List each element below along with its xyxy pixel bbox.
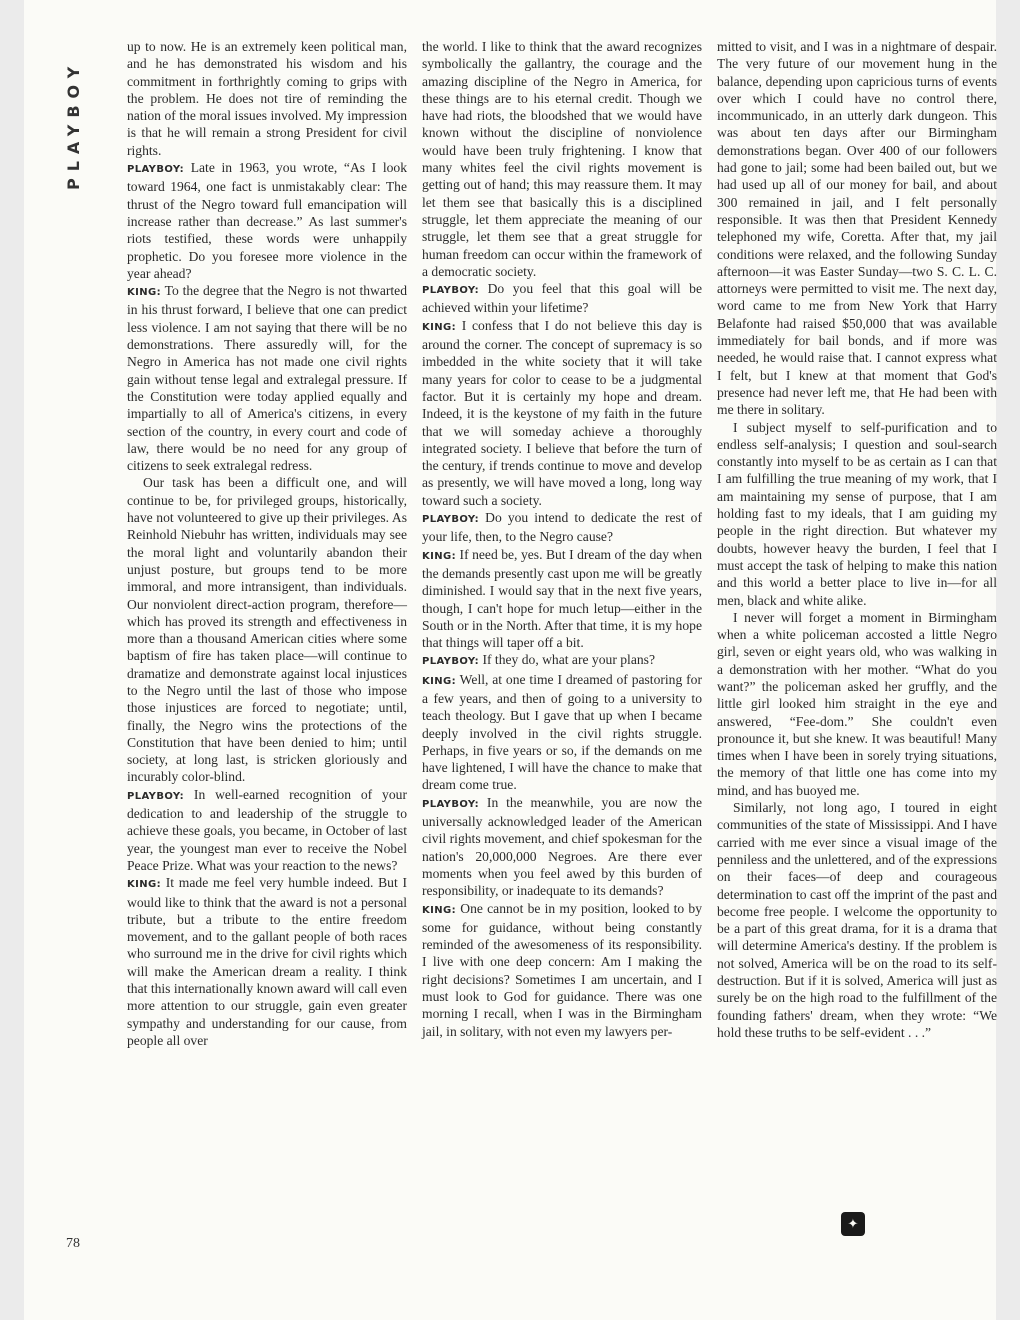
paragraph-text: Similarly, not long ago, I toured in eight communities of the state of Mississippi. And I have carried with me ever since a visual image of the penniless and the unlettered, and of the expressions on their faces—of deep and courageous determination to cast off the imprint of the past and become free people. I welcome the opportunity to be a part of this great drama, for it is a drama that will determine America's destiny. If the problem is not solved, America will be on the road to its self-destruction. But if it is solved, America will just as surely be on the high road to the fulfillment of the founding fathers' dream, when they wrote: “We hold these truths to be self-evident . . .”	[717, 800, 997, 1040]
paragraph	[422, 671, 702, 794]
paragraph	[127, 874, 407, 1049]
paragraph-text: I subject myself to self-purification and to endless self-analysis; I question and soul-search constantly into myself to be as certain as I can that I am fulfilling the true meaning of my work, that I am maintaining my sense of purpose, that I am holding fast to my ideals, that I am guiding my people in the right direction. But whatever my doubts, however heavy the burden, I feel that I must accept the task of helping to make this nation and this world a better place to live in—for all men, black and white alike.	[717, 419, 997, 608]
paragraph-text: It made me feel very humble indeed. But I would like to think that the award is not a personal tribute, but a tribute to the entire freedom movement, and to the gallant people of both races who surround me in the drive for civil rights which will make the American dream a reality. I think that this internationally known award will call even more attention to our struggle, gain even greater sympathy and understanding for our cause, from people all over	[127, 875, 408, 1048]
paragraph	[717, 609, 997, 799]
speaker-label: KING:	[422, 675, 457, 687]
paragraph-text: To the degree that the Negro is not thwarted in his thrust forward, I believe that one can predict less violence. I am not saying that there will be no demonstrations. There assuredly will, for the Negro in America has not made one civil rights gain without tense legal and extralegal pressure. If the Constitution were today applied equally and impartially to all of America's citizens, in every section of the country, in every court and code of law, there would be no need for any group of citizens to seek extralegal redress.	[127, 283, 407, 474]
text-column-3	[717, 38, 997, 1041]
paragraph-text: One cannot be in my position, looked to by some for guidance, without being constantly reminded of the awesomeness of its responsibility. I live with one deep concern: Am I making the right decisions? Sometimes I am uncertain, and I must look to God for guidance. There was one morning I recall, when I was in the Birmingham jail, in solitary, with not even my lawyers per-	[422, 900, 702, 1039]
text-column-1	[127, 38, 407, 1049]
running-title: PLAYBOY	[64, 59, 83, 190]
speaker-label: KING:	[422, 321, 457, 333]
paragraph	[127, 159, 407, 282]
paragraph	[127, 474, 407, 785]
paragraph-text: In well-earned recognition of your dedication to and leadership of the struggle to achieve these goals, you became, in October of last year, the youngest man ever to receive the Nobel Peace Prize. What was your reaction to the news?	[127, 786, 407, 873]
paragraph-text: In the meanwhile, you are now the universally acknowledged leader of the American civil rights movement, and chief spokesman for the nation's 20,000,000 Negroes. Are there ever moments when you feel awed by this burden of responsibility, or inadequate to its demands?	[422, 794, 702, 899]
paragraph-text: Our task has been a difficult one, and will continue to be, for privileged groups, historically, have not volunteered to give up their privileges. As Reinhold Niebuhr has written, individuals may see the moral light and voluntarily abandon their unjust posture, but groups tend to be more immoral, and more intransigent, than individuals. Our nonviolent direct-action program, therefore—which has proved its strength and effectiveness in more than a thousand American cities where some baptism of fire has taken place—will continue to dramatize and demonstrate against local injustices to the Negro until the last of those who impose those injustices are forced to negotiate; until, finally, the Negro wins the protections of the Constitution that have been denied to him; until society, at long last, is stricken gloriously and incurably color-blind.	[127, 475, 407, 785]
speaker-label: PLAYBOY:	[422, 656, 480, 668]
paragraph	[127, 38, 407, 159]
speaker-label: KING:	[422, 550, 457, 562]
magazine-page	[24, 0, 996, 1320]
bunny-icon: ✦	[841, 1212, 865, 1236]
paragraph-text: Well, at one time I dreamed of pastoring for a few years, and then of going to a university to teach theology. But I gave that up when I became deeply involved in the civil rights struggle. Perhaps, in five years or so, if the demands on me have lightened, I will have the chance to make that dream come true.	[422, 671, 702, 793]
speaker-label: PLAYBOY:	[422, 514, 480, 526]
speaker-label: PLAYBOY:	[127, 164, 185, 176]
paragraph	[422, 317, 702, 509]
paragraph	[422, 900, 702, 1040]
paragraph	[422, 794, 702, 900]
speaker-label: KING:	[127, 287, 162, 299]
paragraph-text: If they do, what are your plans?	[482, 652, 655, 668]
paragraph	[717, 799, 997, 1041]
paragraph	[127, 786, 407, 874]
paragraph	[422, 651, 702, 670]
paragraph	[422, 38, 702, 280]
speaker-label: KING:	[422, 904, 457, 916]
paragraph-text: Do you feel that this goal will be achieved within your lifetime?	[422, 281, 702, 316]
speaker-label: PLAYBOY:	[422, 285, 480, 297]
speaker-label: PLAYBOY:	[127, 790, 185, 802]
paragraph	[717, 38, 997, 419]
paragraph-text: Do you intend to dedicate the rest of your life, then, to the Negro cause?	[422, 510, 703, 545]
paragraph-text: If need be, yes. But I dream of the day when the demands presently cast upon me will be greatly diminished. I would say that in the next five years, though, I can't hope for much letup—either in the South or in the North. After that time, it is my hope that things will taper off a bit.	[422, 546, 702, 651]
paragraph-text: I never will forget a moment in Birmingham when a white policeman accosted a little Negro girl, seven or eight years old, who was walking in a demonstration with her mother. “What do you want?” the policeman asked her gruffly, and the little girl looked him straight in the eye and answered, “Fee-dom.” She couldn't even pronounce it, but she knew. It was beautiful! Many times when I have been in sorely trying situations, the memory of that little one has come into my mind, and has buoyed me.	[717, 609, 997, 798]
paragraph-text: Late in 1963, you wrote, “As I look toward 1964, one fact is unmistakably clear: The thrust of the Negro toward full emancipation will increase rather than decrease.” As last summer's riots testified, these words were unhappily prophetic. Do you foresee more violence in the year ahead?	[127, 160, 408, 281]
paragraph	[127, 282, 407, 474]
paragraph	[422, 509, 702, 546]
running-title-vertical	[62, 40, 102, 200]
paragraph	[422, 546, 702, 652]
speaker-label: PLAYBOY:	[422, 798, 480, 810]
paragraph-text: I confess that I do not believe this day is around the corner. The concept of supremacy is so imbedded in the white society that it will take many years for color to cease to be a judgmental factor. But it is certainly my hope and dream. Indeed, it is the keystone of my faith in the future that we will someday achieve a thoroughly integrated society. I believe that before the turn of the century, if trends continue to move and develop as presently, we will have moved a long, long way toward such a society.	[422, 317, 702, 508]
speaker-label: KING:	[127, 879, 162, 891]
text-column-2	[422, 38, 702, 1040]
paragraph-text: the world. I like to think that the award recognizes symbolically the gallantry, the courage and the amazing discipline of the Negro in America, for these things are to his eternal credit. Though we have had riots, the bloodshed that we would have known without the discipline of nonviolence would have been truly frightening. I know that many whites feel the civil rights movement is getting out of hand; this may reassure them. It may let them see that basically this is a disciplined struggle, let them appreciate the meaning of our struggle, let them see that a great struggle for human freedom can occur within the framework of a democratic society.	[422, 39, 702, 279]
paragraph	[422, 280, 702, 317]
page-number: 78	[66, 1236, 80, 1251]
paragraph-text: up to now. He is an extremely keen political man, and he has demonstrated his wisdom and his commitment in forthrightly coming to grips with the problem. He does not tire of reminding the nation of the moral issues involved. My impression is that he will remain a strong President for civil rights.	[127, 39, 407, 158]
paragraph-text: mitted to visit, and I was in a nightmare of despair. The very future of our movement hung in the balance, depending upon capricious turns of events over which I could have no control there, incommunicado, in an utterly dark dungeon. This was about ten days after our Birmingham demonstrations began. Over 400 of our followers had gone to jail; some had been bailed out, but we had used up all of our money for bail, and about 300 remained in jail, and I felt personally responsible. It was then that President Kennedy telephoned my wife, Coretta. After that, my jail conditions were relaxed, and the following Sunday afternoon—it was Easter Sunday—two S. C. L. C. attorneys were permitted to visit me. The next day, word came to me from New York that Harry Belafonte had raised $50,000 that was available immediately for bail bonds, and if more was needed, he would raise that. I cannot express what I felt, but I knew at that moment that God's presence had never left me, that He had been with me there in solitary.	[717, 39, 997, 418]
paragraph	[717, 419, 997, 609]
